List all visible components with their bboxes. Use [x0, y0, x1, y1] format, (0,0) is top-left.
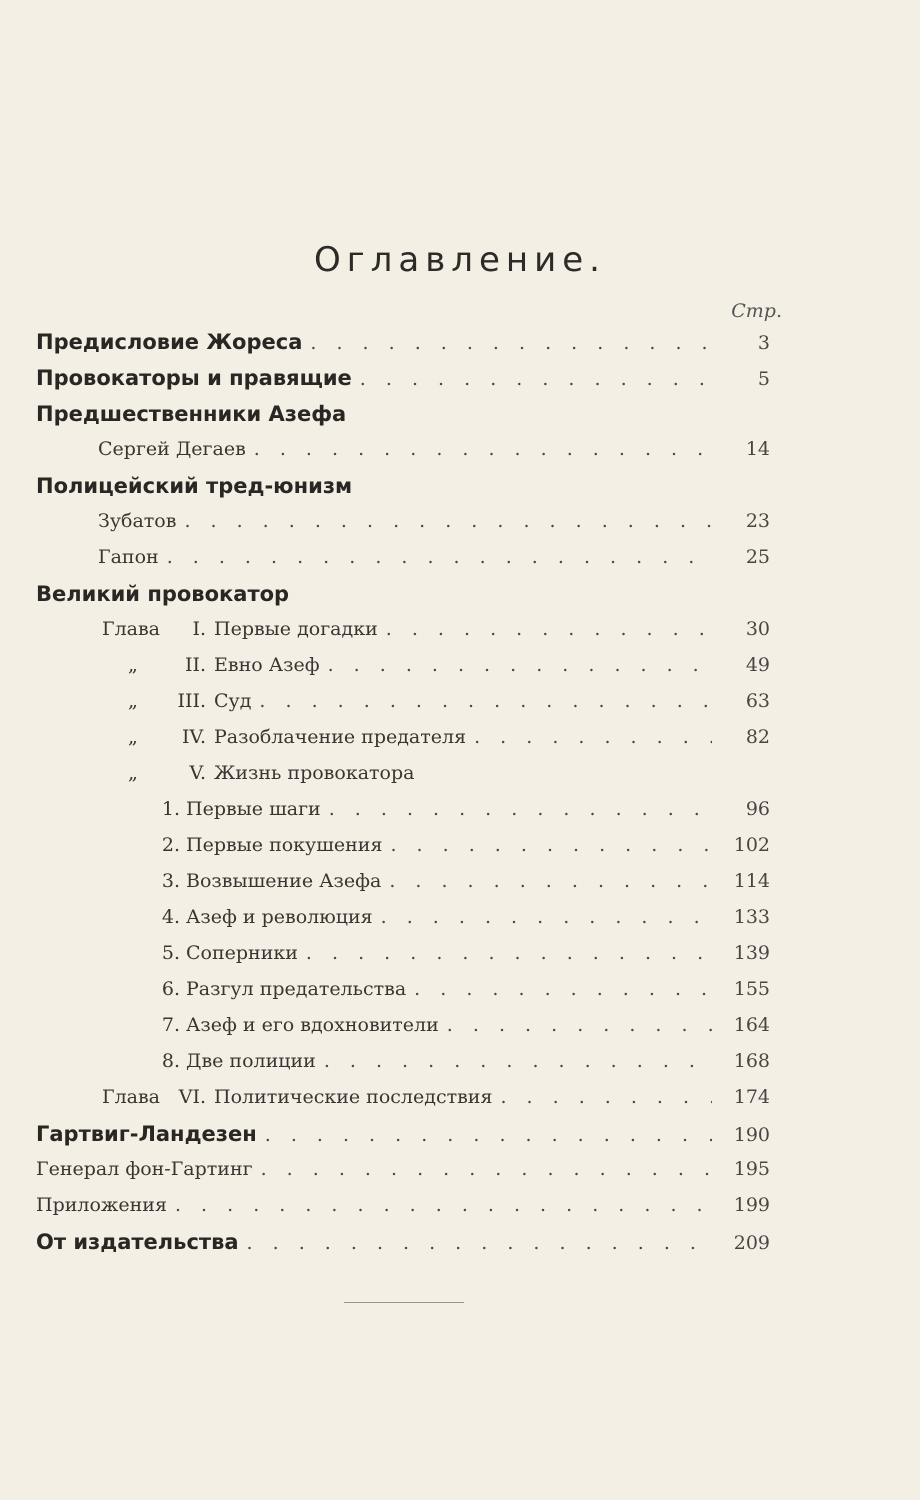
toc-entry-label: Приложения	[36, 1194, 167, 1216]
leader-dots	[247, 1232, 712, 1254]
subentry-title: Первые покушения	[186, 834, 383, 856]
toc-entry-page: 209	[733, 1232, 770, 1254]
toc-entry-page: 133	[733, 906, 770, 928]
subentry-title: Возвышение Азефа	[186, 870, 382, 892]
leader-dots	[261, 1158, 712, 1180]
toc-entry-page: 14	[745, 438, 770, 460]
toc-chapter-entry	[102, 762, 770, 796]
toc-entry-page: 190	[733, 1124, 770, 1146]
leader-dots	[390, 834, 712, 856]
toc-entry-page: 102	[733, 834, 770, 856]
chapter-number: III.	[177, 690, 206, 712]
toc-entry-label: Сергей Дегаев	[98, 438, 246, 460]
chapter-number: IV.	[182, 726, 206, 748]
leader-dots	[175, 1194, 712, 1216]
leader-dots	[386, 618, 712, 640]
toc-chapter-entry	[102, 618, 770, 652]
leader-dots	[306, 942, 712, 964]
toc-entry-page: 82	[745, 726, 770, 748]
toc-entry-label: Гапон	[98, 546, 159, 568]
leader-dots	[324, 1050, 712, 1072]
toc-entry-label	[158, 906, 373, 928]
toc-entry-label: Провокаторы и правящие	[36, 366, 352, 390]
toc-entry	[98, 546, 770, 580]
toc-entry-label	[158, 834, 382, 856]
toc-subentry	[158, 942, 770, 976]
subentry-number: 8.	[161, 1050, 180, 1072]
toc-entry	[36, 1122, 770, 1156]
leader-dots	[389, 870, 712, 892]
leader-dots	[328, 654, 712, 676]
toc-subentry	[158, 906, 770, 940]
leader-dots	[329, 798, 712, 820]
leader-dots	[310, 332, 712, 354]
toc-section-heading	[36, 474, 770, 508]
toc-entry-label	[158, 942, 298, 964]
toc-entry	[36, 366, 770, 400]
toc-subentry	[158, 1050, 770, 1084]
subentry-title: Первые шаги	[186, 798, 321, 820]
toc-entry-label	[102, 618, 378, 640]
toc-entry-label	[158, 798, 321, 820]
page-column-header: Стр.	[731, 300, 782, 322]
toc-entry-page: 49	[745, 654, 770, 676]
toc-entry-page: 3	[757, 332, 770, 354]
toc-entry-label	[102, 1086, 492, 1108]
toc-entry	[36, 1194, 770, 1228]
chapter-title: Разоблачение предателя	[214, 726, 467, 748]
subentry-number: 7.	[161, 1014, 180, 1036]
toc-entry-page: 63	[745, 690, 770, 712]
toc-entry-page: 96	[745, 798, 770, 820]
toc-entry-label	[102, 690, 251, 712]
toc-section-heading	[36, 582, 770, 616]
toc-subentry	[158, 870, 770, 904]
subentry-title: Две полиции	[186, 1050, 316, 1072]
chapter-title: Евно Азеф	[214, 654, 320, 676]
toc-entry-label	[102, 654, 320, 676]
toc-entry-page: 164	[733, 1014, 770, 1036]
subentry-title: Соперники	[186, 942, 298, 964]
toc-entry-page: 139	[733, 942, 770, 964]
subentry-number: 4.	[161, 906, 180, 928]
ditto-mark: „	[128, 654, 138, 676]
leader-dots	[167, 546, 712, 568]
leader-dots	[500, 1086, 712, 1108]
toc-entry-label: Великий провокатор	[36, 582, 290, 606]
leader-dots	[254, 438, 712, 460]
leader-dots	[265, 1124, 712, 1146]
toc-subentry	[158, 798, 770, 832]
toc-chapter-entry	[102, 726, 770, 760]
toc-entry-label	[102, 726, 466, 748]
toc-entry	[36, 1230, 770, 1264]
leader-dots	[184, 510, 712, 532]
chapter-title: Жизнь провокатора	[214, 762, 415, 784]
ditto-mark: „	[128, 726, 138, 748]
chapter-title: Суд	[214, 690, 252, 712]
closing-rule	[344, 1302, 464, 1303]
toc-entry-page: 155	[733, 978, 770, 1000]
toc-entry-page: 23	[745, 510, 770, 532]
subentry-number: 3.	[161, 870, 180, 892]
ditto-mark: „	[128, 690, 138, 712]
toc-chapter-entry	[102, 1086, 770, 1120]
toc-entry-label: Генерал фон-Гартинг	[36, 1158, 253, 1180]
toc-entry-label	[158, 1014, 439, 1036]
toc-entry-page: 195	[733, 1158, 770, 1180]
chapter-number: VI.	[178, 1086, 206, 1108]
leader-dots	[381, 906, 712, 928]
subentry-title: Разгул предательства	[186, 978, 407, 1000]
chapter-number: I.	[192, 618, 206, 640]
leader-dots	[414, 978, 712, 1000]
toc-subentry	[158, 978, 770, 1012]
subentry-number: 1.	[161, 798, 180, 820]
leader-dots	[259, 690, 712, 712]
leader-dots	[360, 368, 712, 390]
toc-entry-page: 199	[733, 1194, 770, 1216]
toc-subentry	[158, 834, 770, 868]
chapter-title: Первые догадки	[214, 618, 378, 640]
subentry-title: Азеф и его вдохновители	[186, 1014, 439, 1036]
toc-entry-page: 114	[733, 870, 770, 892]
toc-entry-page: 30	[745, 618, 770, 640]
toc-subentry	[158, 1014, 770, 1048]
chapter-number: II.	[184, 654, 206, 676]
leader-dots	[474, 726, 712, 748]
toc-entry-label: Зубатов	[98, 510, 177, 532]
subentry-number: 6.	[161, 978, 180, 1000]
toc-entry-label: Предшественники Азефа	[36, 402, 347, 426]
toc-entry-label	[102, 762, 414, 784]
page-title: Оглавление.	[314, 240, 606, 280]
subentry-number: 2.	[161, 834, 180, 856]
toc-entry-label	[158, 978, 406, 1000]
leader-dots	[447, 1014, 712, 1036]
toc-entry-label: Предисловие Жореса	[36, 330, 303, 354]
toc-entry-page: 174	[733, 1086, 770, 1108]
toc-entry-label: Полицейский тред-юнизм	[36, 474, 353, 498]
toc-entry-page: 25	[745, 546, 770, 568]
chapter-number: V.	[189, 762, 206, 784]
toc-chapter-entry	[102, 654, 770, 688]
ditto-mark: „	[128, 762, 138, 784]
subentry-number: 5.	[161, 942, 180, 964]
toc-entry-page: 5	[757, 368, 770, 390]
chapter-prefix: Глава	[102, 1086, 161, 1108]
toc-entry-label: Гартвиг-Ландезен	[36, 1122, 257, 1146]
toc-entry	[36, 1158, 770, 1192]
toc-entry-label	[158, 870, 381, 892]
chapter-prefix: Глава	[102, 618, 161, 640]
toc-entry-page: 168	[733, 1050, 770, 1072]
toc-entry	[98, 438, 770, 472]
chapter-title: Политические последствия	[214, 1086, 493, 1108]
toc-entry	[36, 330, 770, 364]
toc-entry-label	[158, 1050, 316, 1072]
toc-chapter-entry	[102, 690, 770, 724]
toc-entry-label: От издательства	[36, 1230, 239, 1254]
subentry-title: Азеф и революция	[186, 906, 373, 928]
toc-entry	[98, 510, 770, 544]
toc-section-heading	[36, 402, 770, 436]
